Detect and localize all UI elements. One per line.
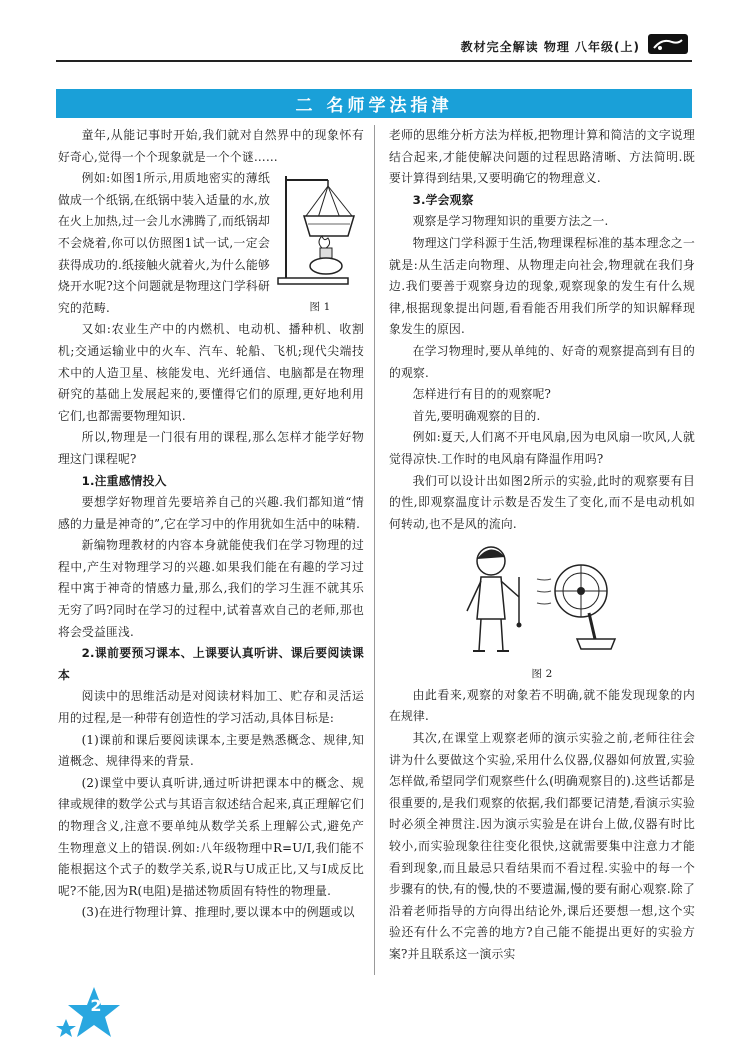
paragraph: (1)课前和课后要阅读课本,主要是熟悉概念、规律,知道概念、规律得来的背景. [58, 732, 364, 769]
paragraph: 童年,从能记事时开始,我们就对自然界中的现象怀有好奇心,觉得一个个现象就是一个个谜…… [58, 128, 364, 164]
fan-experiment-illustration [457, 541, 627, 659]
paragraph: 新编物理教材的内容本身就能使我们在学习物理的过程中,产生对物理学习的兴趣.如果我们能在有趣的学习过程中寓于神奇的情感力量,那么,我们的学习生涯不就其乐无穷了吗?同时在学习的过程中,试着喜欢自己的老师,那也将会受益匪浅. [58, 538, 364, 639]
paragraph: 我们可以设计出如图2所示的实验,此时的观察要有目的性,即观察温度计示数是否发生了变化,而不是电动机如何转动,也不是风的流向. [389, 473, 695, 531]
star-page-badge [56, 985, 126, 1045]
left-column [58, 125, 364, 924]
figure-1 [276, 170, 364, 313]
page-number: 2 [90, 996, 102, 1015]
column-divider [374, 125, 375, 975]
section-banner [56, 89, 692, 118]
paragraph: 老师的思维分析方法为样板,把物理计算和简洁的文字说理结合起来,才能使解决问题的过程思路清晰、方法简明.既要计算得到结果,又要明确它的物理意义. [389, 128, 695, 186]
paragraph: 观察是学习物理知识的重要方法之一. [412, 214, 609, 229]
paragraph: 怎样进行有目的的观察呢? [412, 387, 552, 402]
figure-2-caption: 图 2 [531, 667, 553, 680]
figure-2 [389, 541, 695, 681]
paragraph: 例如:如图1所示,用质地密实的薄纸做成一个纸锅,在纸锅中装入适量的水,放在火上加热,过一会儿水沸腾了,而纸锅却不会烧着,你可以仿照图1试一试,一定会获得成功的.纸接触火就着火,为什么能够烧开水呢?这个问题就是物理这门学科研究的范畴. [58, 171, 270, 315]
section-heading: 2.课前要预习课本、上课要认真听讲、课后要阅读课本 [58, 646, 364, 682]
page-header [56, 30, 692, 62]
header-title: 教材完全解读 物理 八年级(上) [460, 40, 640, 54]
paragraph: 在学习物理时,要从单纯的、好奇的观察提高到有目的的观察. [389, 343, 695, 380]
figure-1-block [58, 168, 364, 319]
paragraph: 例如:夏天,人们离不开电风扇,因为电风扇一吹风,人就觉得凉快.工作时的电风扇有降温作用吗? [389, 430, 695, 466]
paragraph: 要想学好物理首先要培养自己的兴趣.我们都知道“情感的力量是神奇的”,它在学习中的作用犹如生活中的味精. [58, 495, 364, 531]
paragraph: (3)在进行物理计算、推理时,要以课本中的例题或以 [81, 905, 355, 920]
paragraph: 其次,在课堂上观察老师的演示实验之前,老师往往会讲为什么要做这个实验,采用什么仪器,仪器如何放置,实验怎样做,希望同学们观察些什么(明确观察目的).这些话都是很重要的,是我们观察的依据,我们都要记清楚,看演示实验时必须全神贯注.因为演示实验是在讲台上做,仪器有时比较小,而实验现象往往变化很快,这就需要集中注意力才能看到现象,而且最忌只看结果而不看过程.实验中的每一个步骤有的快,有的慢,快的不要遗漏,慢的要有耐心观察.除了沿着老师指导的方向得出结论外,课后还要想一想,这个实验还有什么不完善的地方?自己能不能提出更好的实验方案?并且联系这一演示实 [389, 731, 695, 961]
section-heading: 1.注重感情投入 [81, 473, 167, 488]
section-heading: 3.学会观察 [412, 192, 474, 207]
paragraph: 物理这门学科源于生活,物理课程标准的基本理念之一就是:从生活走向物理、从物理走向社会,物理就在我们身边.我们要善于观察身边的现象,观察现象的发生有什么规律,根据现象提出问题,看看能否用我们所学的知识解释现象发生的原因. [389, 235, 695, 337]
paragraph: 首先,要明确观察的目的. [412, 408, 541, 423]
paragraph: 由此看来,观察的对象若不明确,就不能发现现象的内在规律. [389, 687, 695, 724]
paragraph: 又如:农业生产中的内燃机、电动机、播种机、收割机;交通运输业中的火车、汽车、轮船、飞机;现代尖端技术中的人造卫星、核能发电、光纤通信、电脑都是在物理研究的基础上发展起来的,要懂得它们的原理,更好地利用它们,也都需要物理知识. [58, 322, 364, 423]
paragraph: 阅读中的思维活动是对阅读材料加工、贮存和灵活运用的过程,是一种带有创造性的学习活动,具体目标是: [58, 689, 364, 726]
section-title: 二 名师学法指津 [295, 96, 453, 116]
publisher-logo [648, 34, 688, 54]
right-column [389, 125, 695, 966]
paragraph: (2)课堂中要认真听讲,通过听讲把课本中的概念、规律或规律的数学公式与其语言叙述结合起来,真正理解它们的物理含义,注意不要单纯从数学关系上理解公式,避免产生物理意义上的错误.例如:八年级物理中R=U/I,我们能不能根据这个式子的数学关系,说R与U成正比,又与I成反比呢?不能,因为R(电阻)是描述物质固有特性的物理量. [58, 775, 364, 898]
paragraph: 所以,物理是一门很有用的课程,那么怎样才能学好物理这门课程呢? [58, 430, 364, 466]
paper-pot-illustration [276, 170, 364, 292]
figure-1-caption: 图 1 [309, 300, 331, 313]
